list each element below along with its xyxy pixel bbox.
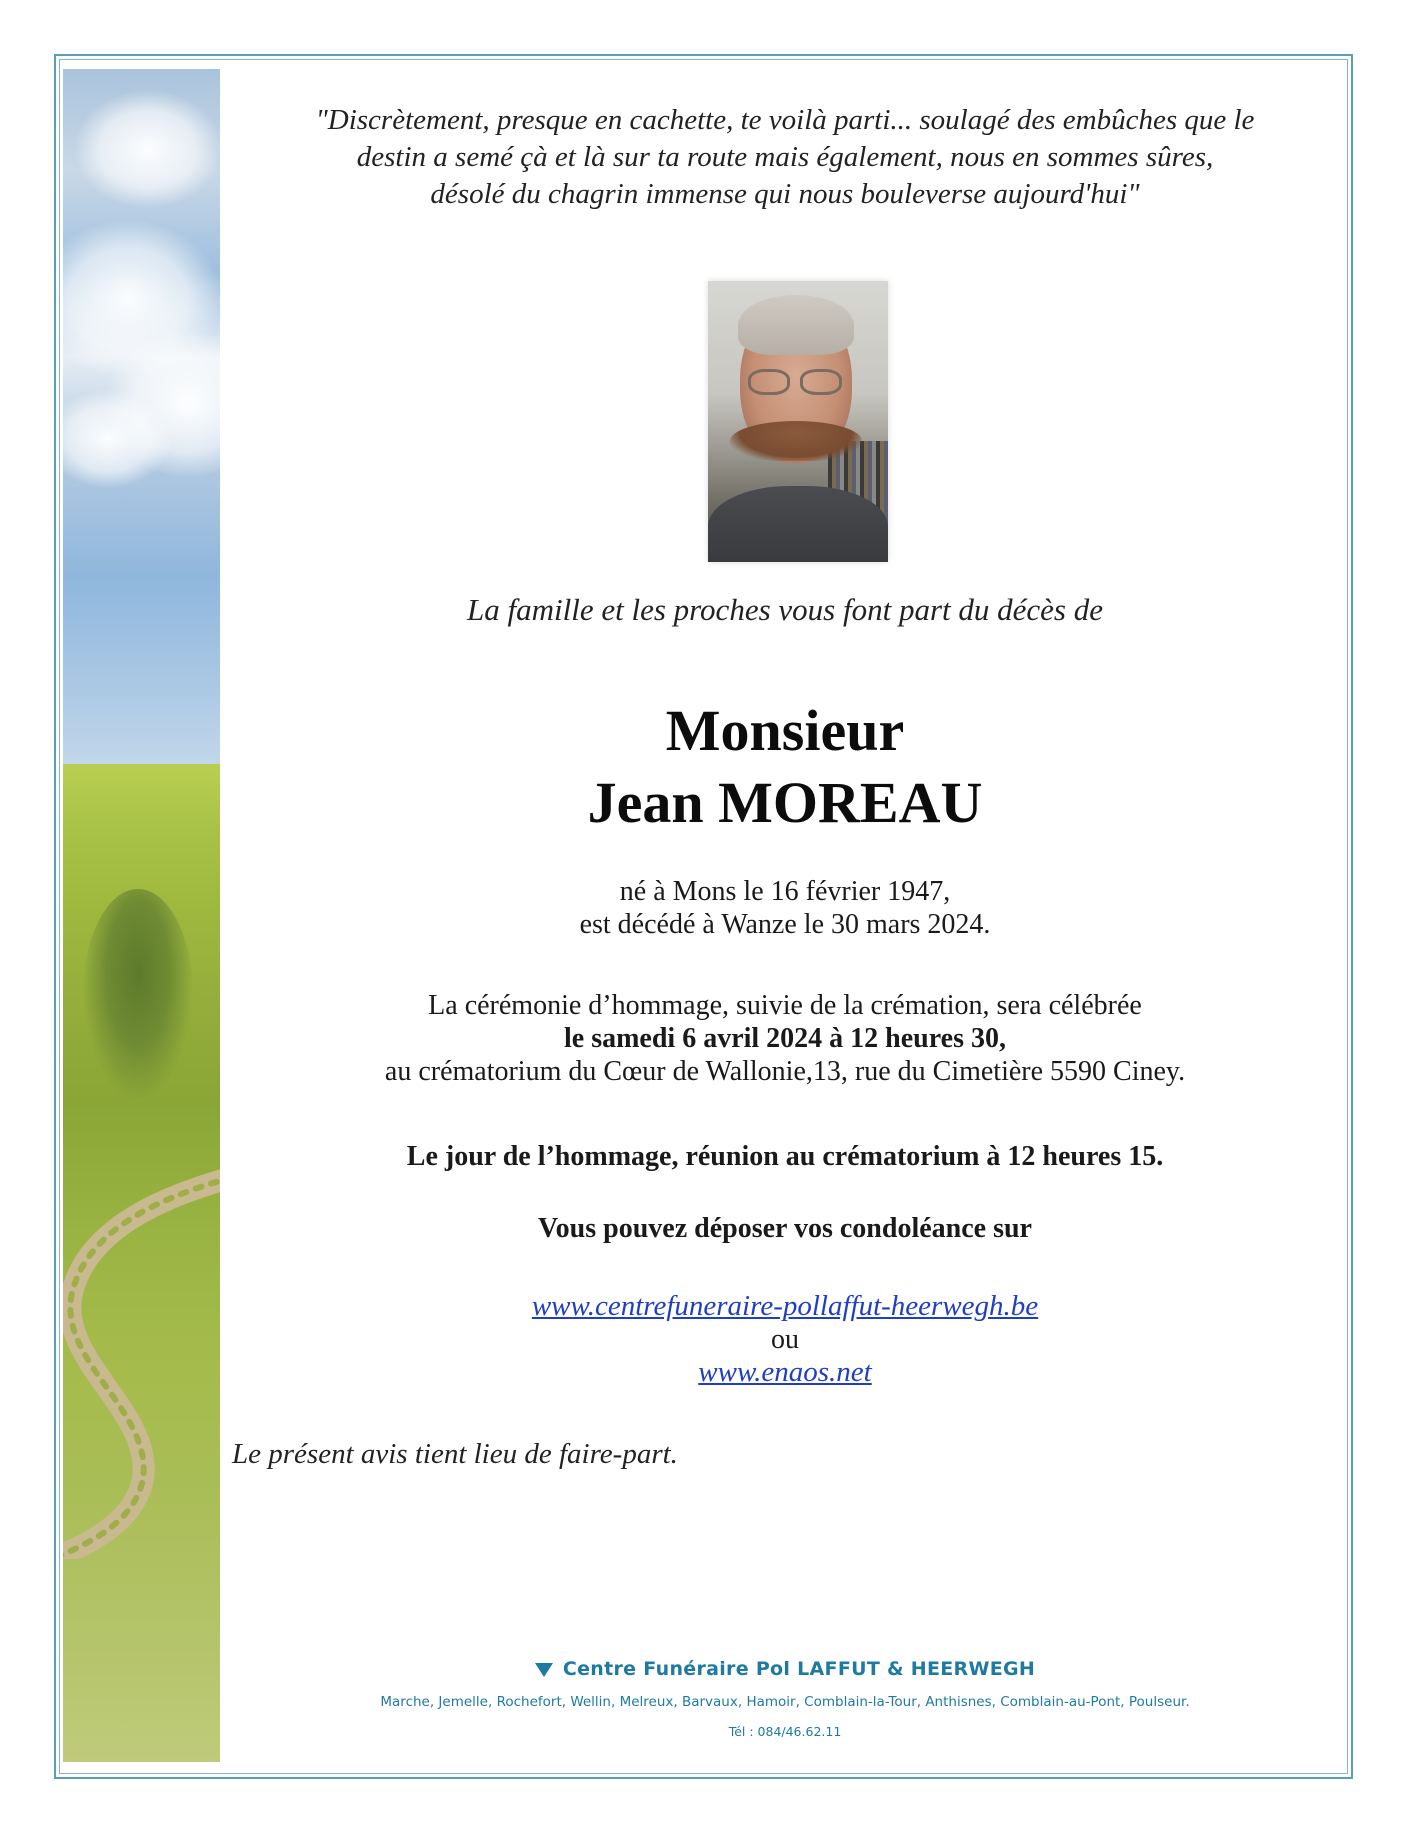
ceremony-intro: La cérémonie d’hommage, suivie de la crémation, sera célébrée bbox=[428, 990, 1142, 1021]
condolences-info: Vous pouvez déposer vos condoléance sur bbox=[538, 1213, 1032, 1244]
quote-line-2: destin a semé çà et là sur ta route mais également, nous en sommes sûres, bbox=[356, 141, 1214, 173]
deceased-name-block bbox=[230, 695, 1340, 839]
portrait-photo bbox=[708, 281, 888, 562]
company-line bbox=[230, 1658, 1340, 1680]
birth-line: né à Mons le 16 février 1947, bbox=[619, 876, 951, 907]
ceremony-place: au crématorium du Cœur de Wallonie,13, rue du Cimetière 5590 Ciney. bbox=[384, 1056, 1186, 1087]
death-line: est décédé à Wanze le 30 mars 2024. bbox=[579, 909, 991, 940]
condolence-links bbox=[230, 1290, 1340, 1389]
link-centrefuneraire[interactable]: www.centrefuneraire-pollaffut-heerwegh.be bbox=[531, 1290, 1039, 1322]
ceremony-date: le samedi 6 avril 2024 à 12 heures 30, bbox=[563, 1023, 1006, 1054]
deceased-title: Monsieur bbox=[665, 698, 905, 763]
link-enaos[interactable]: www.enaos.net bbox=[698, 1356, 872, 1388]
announcement-intro: La famille et les proches vous font part du décès de bbox=[467, 592, 1103, 627]
triangle-down-icon bbox=[535, 1663, 553, 1677]
quote-line-1: "Discrètement, presque en cachette, te voilà parti... soulagé des embûches que le bbox=[315, 104, 1255, 136]
company-name: Centre Funéraire Pol LAFFUT & HEERWEGH bbox=[562, 1658, 1036, 1680]
meeting-info: Le jour de l’hommage, réunion au crématorium à 12 heures 15. bbox=[406, 1141, 1164, 1172]
company-phone: Tél : 084/46.62.11 bbox=[728, 1724, 842, 1739]
life-dates bbox=[230, 875, 1340, 941]
deceased-name: Jean MOREAU bbox=[587, 770, 983, 835]
quote-line-3: désolé du chagrin immense qui nous bouleverse aujourd'hui" bbox=[430, 178, 1140, 210]
notice-text: Le présent avis tient lieu de faire-part. bbox=[232, 1438, 678, 1470]
landscape-side-image bbox=[63, 69, 220, 1762]
company-cities: Marche, Jemelle, Rochefort, Wellin, Melreux, Barvaux, Hamoir, Comblain-la-Tour, Anthisnes, Comblain-au-Pont, Poulseur. bbox=[380, 1694, 1190, 1710]
link-separator-or: ou bbox=[771, 1324, 799, 1355]
memorial-quote bbox=[230, 102, 1340, 213]
funeral-home-footer bbox=[230, 1658, 1340, 1739]
ceremony-info bbox=[230, 989, 1340, 1088]
